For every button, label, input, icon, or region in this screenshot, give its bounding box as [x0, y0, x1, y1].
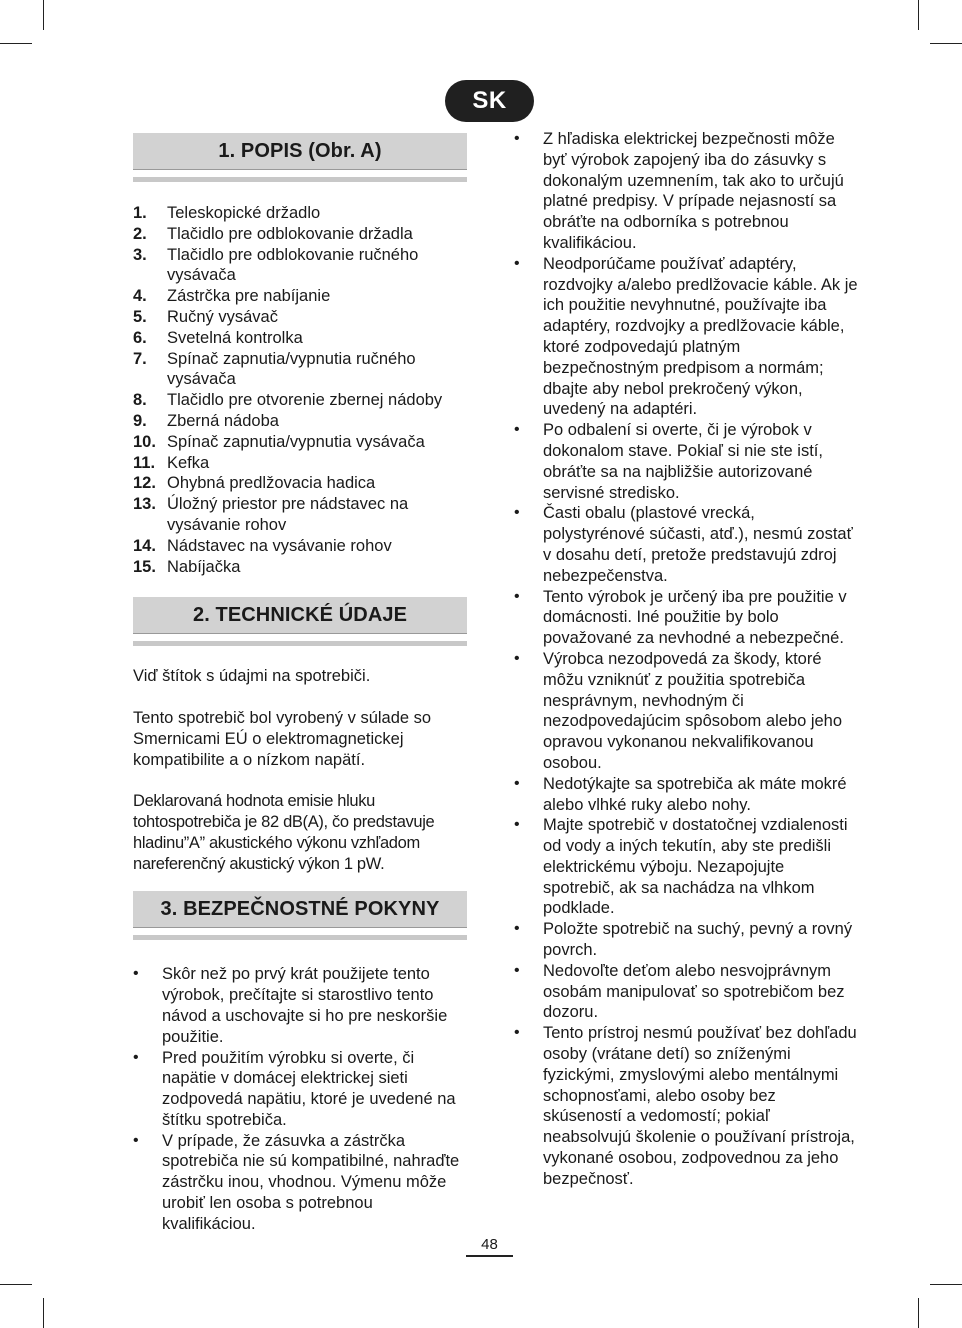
section-heading-popis: 1. POPIS (Obr. A): [133, 133, 467, 170]
list-item-number: 7.: [133, 349, 147, 368]
bullet-icon: •: [514, 816, 520, 834]
list-item-text: Tlačidlo pre odblokovanie ručného vysávača: [167, 245, 419, 285]
bullet-icon: •: [514, 254, 520, 272]
list-item: [514, 129, 859, 254]
bullet-icon: •: [514, 920, 520, 938]
crop-mark: [0, 43, 32, 44]
list-item: [133, 453, 467, 474]
compliance-paragraph: Tento spotrebič bol vyrobený v súlade so Smernicami EÚ o elektromagnetickej kompatibilite a o nízkom napätí.: [133, 708, 432, 769]
list-item-text: Tlačidlo pre odblokovanie držadla: [167, 224, 413, 243]
list-item: [514, 774, 859, 816]
list-item: [133, 432, 467, 453]
bullet-icon: •: [514, 504, 520, 522]
list-item-number: 3.: [133, 245, 147, 264]
left-column: [133, 133, 467, 1235]
list-item-text: Svetelná kontrolka: [167, 328, 303, 347]
list-item: [133, 411, 467, 432]
list-item-text: Tento výrobok je určený iba pre použitie v domácnosti. Iné použitie by bolo považované za nevhodné a nebezpečné.: [543, 587, 847, 648]
right-column: [514, 129, 859, 1190]
list-item-text: Ohybná predlžovacia hadica: [167, 474, 376, 493]
list-item-number: 9.: [133, 411, 147, 430]
bullet-icon: •: [133, 1048, 139, 1066]
list-item-text: Ručný vysávač: [167, 307, 278, 326]
list-item: [133, 1131, 467, 1235]
bullet-icon: •: [514, 130, 520, 147]
list-item-number: 11.: [133, 453, 156, 472]
list-item-number: 4.: [133, 287, 147, 306]
list-item-text: Výrobca nezodpovedá za škody, ktoré môžu vzniknúť z použitia spotrebiča nesprávnym, nevhodným či nezodpovedajúcim spôsobom alebo jeho opravou vykonanou nekvalifikovanou osobou.: [543, 649, 843, 772]
bullet-icon: •: [514, 961, 520, 979]
list-item-number: 13.: [133, 495, 156, 514]
list-item: [133, 349, 467, 391]
list-item-text: Nabíjačka: [167, 557, 241, 576]
list-item-text: Časti obalu (plastové vrecká, polystyrénové súčasti, atď.), nesmú zostať v dosahu detí, pretože predstavujú zdroj nebezpečenstva.: [543, 504, 853, 585]
list-item-text: Po odbalení si overte, či je výrobok v dokonalom stave. Pokiaľ si nie ste istí, obráťte sa na najbližšie autorizované servisné stredisko.: [543, 421, 823, 502]
list-item-number: 12.: [133, 474, 156, 493]
list-item-number: 14.: [133, 536, 156, 555]
list-item-number: 5.: [133, 307, 147, 326]
list-item-number: 2.: [133, 224, 147, 243]
bullet-icon: •: [133, 965, 139, 983]
list-item: [133, 224, 467, 245]
list-item: [514, 1023, 859, 1189]
list-item: [514, 503, 859, 586]
list-item: [514, 587, 859, 649]
crop-mark: [0, 1284, 32, 1285]
bullet-icon: •: [514, 421, 520, 439]
section-heading-bezpecnostne-pokyny: 3. BEZPEČNOSTNÉ POKYNY: [133, 891, 467, 928]
page-number: 48: [466, 1236, 513, 1257]
list-item: [514, 815, 859, 919]
list-item-text: Skôr než po prvý krát použijete tento výrobok, prečítajte si starostlivo tento návod a uschovajte si ho pre neskoršie použitie.: [162, 965, 448, 1046]
list-item-text: Teleskopické držadlo: [167, 204, 321, 222]
list-item-text: Spínač zapnutia/vypnutia vysávača: [167, 432, 425, 451]
list-item: [133, 494, 467, 536]
parts-list: [133, 203, 467, 577]
bullet-icon: •: [514, 587, 520, 605]
list-item-text: Spínač zapnutia/vypnutia ručného vysávača: [167, 349, 416, 389]
list-item-text: Zástrčka pre nabíjanie: [167, 287, 331, 306]
crop-mark: [930, 1284, 962, 1285]
list-item: [133, 203, 467, 224]
bullet-icon: •: [133, 1131, 139, 1149]
language-badge: SK: [445, 80, 534, 122]
list-item-number: 6.: [133, 328, 147, 347]
crop-mark: [930, 43, 962, 44]
list-item-number: 15.: [133, 557, 156, 576]
list-item-text: Tlačidlo pre otvorenie zbernej nádoby: [167, 391, 443, 410]
list-item: [514, 649, 859, 774]
list-item: [133, 964, 467, 1047]
bullet-icon: •: [514, 649, 520, 667]
list-item-text: Nedotýkajte sa spotrebiča ak máte mokré alebo vlhké ruky alebo nohy.: [543, 774, 847, 814]
section-heading-technicke-udaje: 2. TECHNICKÉ ÚDAJE: [133, 597, 467, 634]
list-item: [514, 961, 859, 1023]
list-item: [133, 536, 467, 557]
list-item: [133, 307, 467, 328]
crop-mark: [918, 0, 919, 30]
list-item-text: Položte spotrebič na suchý, pevný a rovný povrch.: [543, 920, 853, 960]
spec-label-note: Viď štítok s údajmi na spotrebiči.: [133, 667, 371, 686]
list-item: [133, 245, 467, 287]
list-item-number: 1.: [133, 204, 147, 222]
list-item-text: Tento prístroj nesmú používať bez dohľadu osoby (vrátane detí) so zníženými fyzickými, zmyslovými alebo mentálnymi schopnosťami, alebo osoby bez skúseností a vedomostí; pokiaľ neabsolvujú školenie o používaní prístroja, vykonané osobou, zodpovednou za jeho bezpečnosť.: [543, 1024, 857, 1188]
bullet-icon: •: [514, 1024, 520, 1042]
noise-emission-paragraph: Deklarovaná hodnota emisie hluku tohtospotrebiča je 82 dB(A), čo predstavuje hladinu”A” akustického výkonu vzhľadom nareferenčný akustický výkon 1 pW.: [133, 792, 435, 873]
bullet-icon: •: [514, 774, 520, 792]
list-item: [133, 557, 467, 578]
crop-mark: [43, 0, 44, 30]
heading-divider: [133, 177, 467, 182]
list-item: [514, 919, 859, 961]
list-item-text: Úložný priestor pre nádstavec na vysávanie rohov: [167, 495, 409, 534]
list-item-text: Zberná nádoba: [167, 411, 279, 430]
list-item: [133, 390, 467, 411]
list-item: [133, 473, 467, 494]
list-item-text: V prípade, že zásuvka a zástrčka spotrebiča nie sú kompatibilné, nahraďte zástrčku inou, vhodnou. Výmenu môže urobiť len osoba s potrebnou kvalifikáciou.: [162, 1131, 460, 1233]
list-item: [133, 1048, 467, 1131]
crop-mark: [918, 1298, 919, 1328]
list-item: [514, 420, 859, 503]
list-item-text: Kefka: [167, 453, 210, 472]
list-item-text: Z hľadiska elektrickej bezpečnosti môže byť výrobok zapojený iba do zásuvky s dokonalým uzemnením, tak ako to určujú platné predpisy. V prípade nejasností sa obráťte na odborníka s potrebnou kvalifikáciou.: [543, 130, 844, 252]
list-item: [133, 286, 467, 307]
list-item-number: 8.: [133, 391, 147, 410]
list-item: [133, 328, 467, 349]
list-item-text: Nedovoľte deťom alebo nesvojprávnym osobám manipulovať so spotrebičom bez dozoru.: [543, 961, 845, 1022]
list-item-text: Nádstavec na vysávanie rohov: [167, 536, 392, 555]
list-item-text: Neodporúčame používať adaptéry, rozdvojky a/alebo predlžovacie káble. Ak je ich použitie nevyhnutné, používajte iba adaptéry, rozdvojky a predlžovacie káble, ktoré zodpovedajú platným bezpečnostným predpisom a normám; dbajte aby nebol prekročený výkon, uvedený na adaptéri.: [543, 254, 858, 419]
safety-list-right: [514, 129, 859, 1190]
list-item-text: Majte spotrebič v dostatočnej vzdialenosti od vody a iných tekutín, aby ste predišli elektrickému výboju. Nezapojujte spotrebič, ak sa nachádza na vlhkom podklade.: [543, 816, 848, 918]
list-item-text: Pred použitím výrobku si overte, či napätie v domácej elektrickej sieti zodpovedá napätiu, ktoré je uvedené na štítku spotrebiča.: [162, 1048, 456, 1129]
safety-list-left: [133, 964, 467, 1234]
list-item: [514, 254, 859, 420]
crop-mark: [43, 1298, 44, 1328]
list-item-number: 10.: [133, 432, 156, 451]
